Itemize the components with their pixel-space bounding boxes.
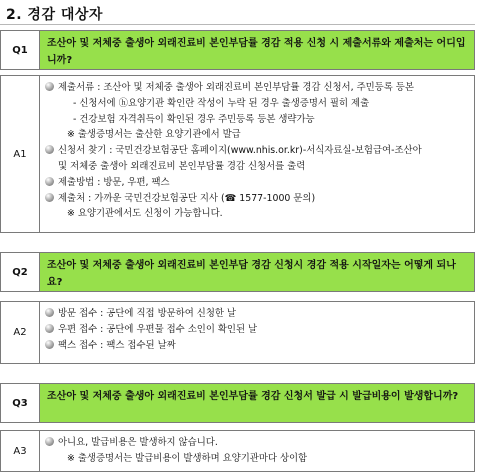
question-row-1 (0, 30, 475, 70)
answer-row-2 (0, 301, 475, 364)
bullet-icon (45, 177, 54, 186)
title-divider (0, 24, 475, 25)
section-title: 2. 경감 대상자 (6, 7, 103, 23)
answer-content (39, 302, 474, 363)
question-label: Q2 (1, 253, 40, 291)
bullet-icon (45, 324, 54, 333)
answer-note: ※ 출생증명서는 발급비용이 발생하며 요양기관마다 상이함 (67, 452, 308, 464)
question-text: 조산아 및 저체중 출생아 외래진료비 본인부담률 경감 신청서 발급 시 발급비용이 발생합니까? (47, 391, 459, 402)
question-label: Q1 (1, 31, 40, 69)
bullet-icon (45, 193, 54, 202)
answer-item: 팩스 접수 : 팩스 접수된 날짜 (45, 338, 470, 354)
answer-item: 제출서류 : 조산아 및 저체중 출생아 외래진료비 본인부담률 경감 신청서, 주민등록 등본 (45, 80, 470, 96)
bullet-icon (45, 145, 54, 154)
answer-row-3 (0, 430, 475, 472)
bullet-icon (45, 437, 54, 446)
answer-label: A2 (1, 302, 40, 363)
answer-subitem: - 신청서에 ⓗ요양기관 확인란 작성이 누락 된 경우 출생증명서 필히 제출 (73, 97, 370, 109)
answer-label: A3 (1, 431, 40, 471)
bullet-icon (45, 308, 54, 317)
answer-item: 신청서 찾기 : 국민건강보험공단 홈페이지(www.nhis.or.kr)-서식자료실-보험급여-조산아 (45, 143, 470, 159)
bullet-icon (45, 340, 54, 349)
answer-label: A1 (1, 76, 40, 232)
question-text: 조산아 및 저체중 출생아 외래진료비 본인부담 경감 신청시 경감 적용 시작일자는 어떻게 되나요? (47, 260, 456, 288)
answer-item: 아니요, 발급비용은 발생하지 않습니다. (45, 435, 470, 451)
answer-item: 방문 접수 : 공단에 직접 방문하여 신청한 날 (45, 306, 470, 322)
answer-row-1 (0, 75, 475, 233)
question-text: 조산아 및 저체중 출생아 외래진료비 본인부담률 경감 적용 신청 시 제출서류와 제출처는 어디입니까? (47, 38, 466, 66)
bullet-icon (45, 82, 54, 91)
answer-content (39, 431, 474, 471)
question-row-2 (0, 252, 475, 292)
answer-content (39, 76, 474, 232)
answer-item: 제출처 : 가까운 국민건강보험공단 지사 (☎ 1577-1000 문의) (45, 191, 470, 207)
answer-continuation: 및 저체중 출생아 외래진료비 본인부담률 경감 신청서를 출력 (58, 160, 306, 172)
answer-item: 우편 접수 : 공단에 우편물 접수 소인이 확인된 날 (45, 322, 470, 338)
question-label: Q3 (1, 384, 40, 422)
answer-note: ※ 출생증명서는 출산한 요양기관에서 발급 (67, 129, 241, 141)
answer-note: ※ 요양기관에서도 신청이 가능합니다. (67, 208, 223, 220)
answer-subitem: - 건강보험 자격취득이 확인된 경우 주민등록 등본 생략가능 (73, 113, 315, 125)
answer-item: 제출방법 : 방문, 우편, 팩스 (45, 175, 470, 191)
question-row-3 (0, 383, 475, 423)
